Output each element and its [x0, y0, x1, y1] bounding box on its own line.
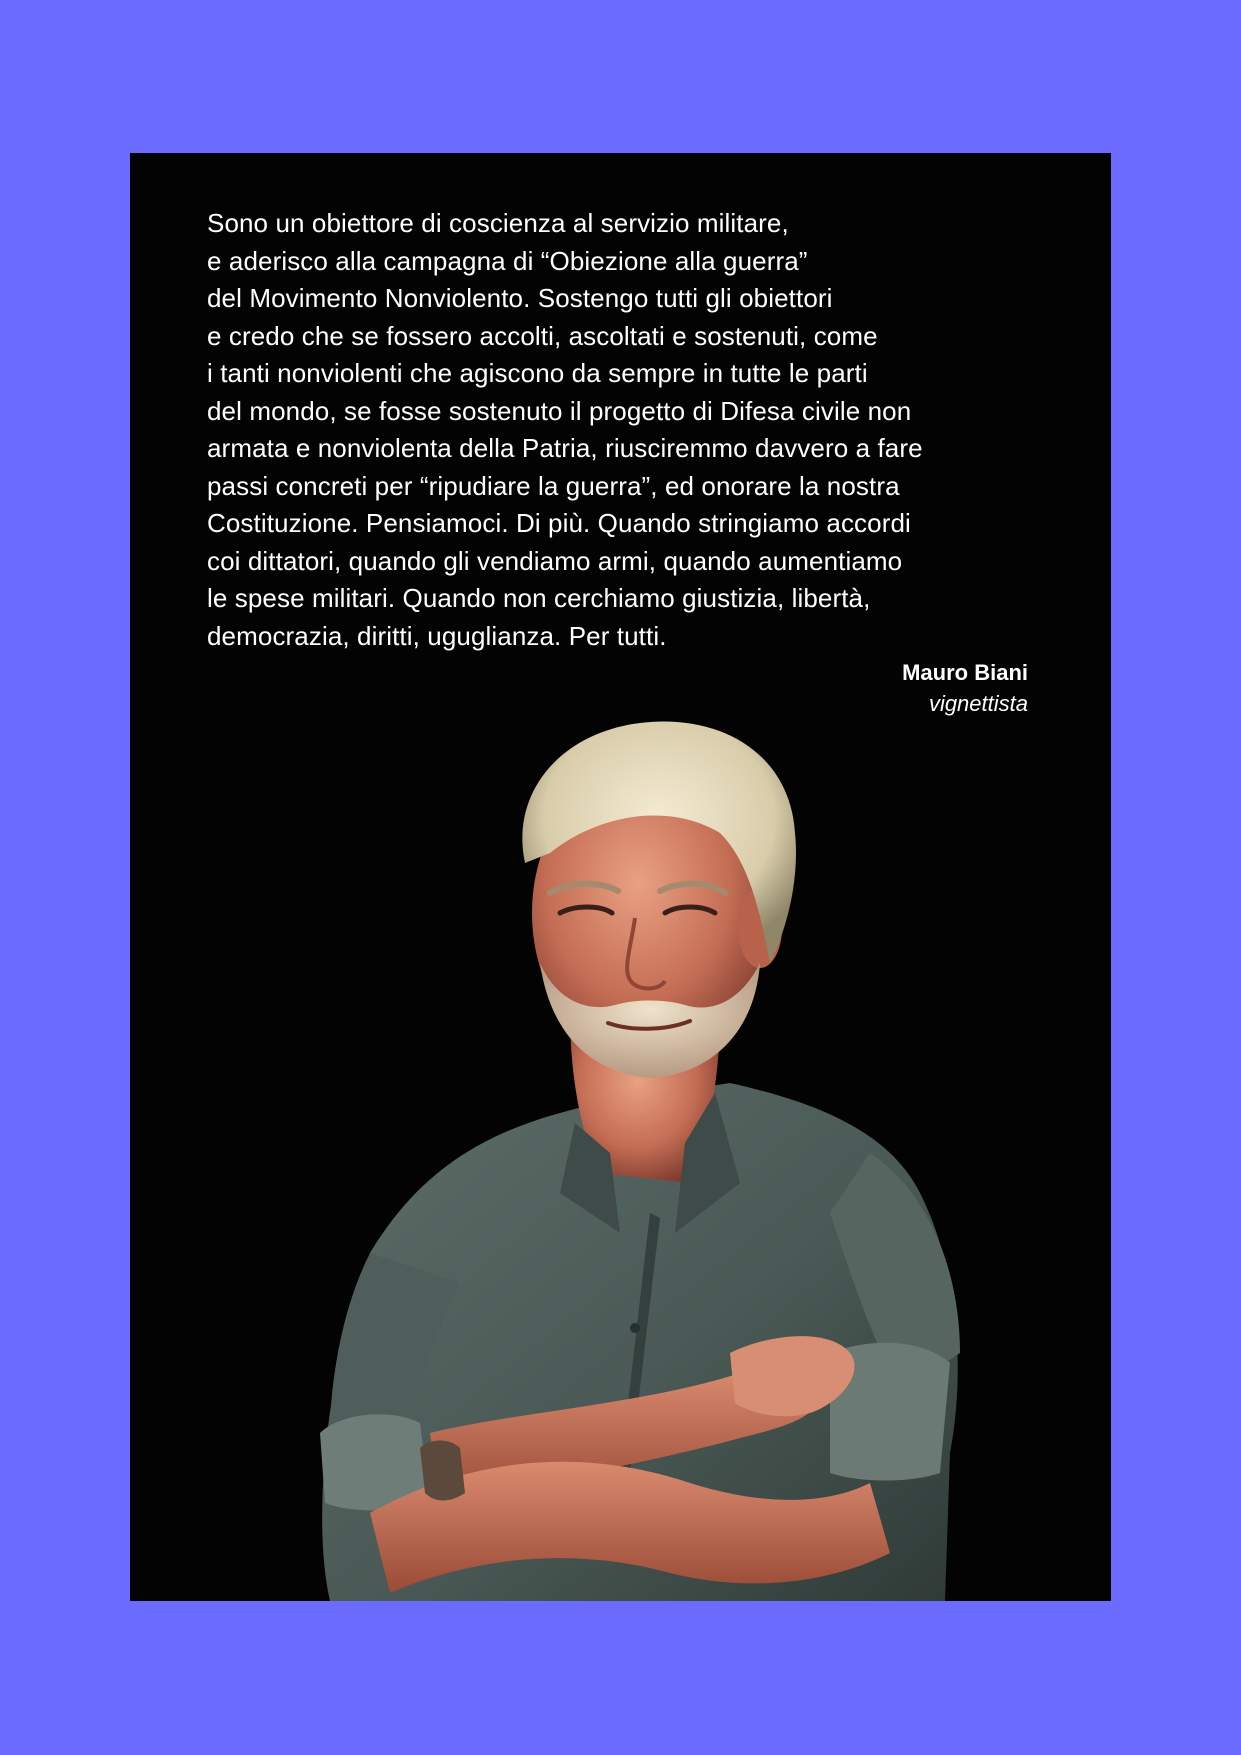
- quote-line: del Movimento Nonviolento. Sostengo tutti gli obiettori: [207, 283, 833, 313]
- quote-line: armata e nonviolenta della Patria, riusciremmo davvero a fare: [207, 433, 923, 463]
- quote-line: e credo che se fossero accolti, ascoltati e sostenuti, come: [207, 320, 878, 351]
- quote-line: coi dittatori, quando gli vendiamo armi, quando aumentiamo: [207, 545, 903, 576]
- wristband: [420, 1441, 465, 1501]
- signature-role: vignettista: [928, 691, 1028, 716]
- signature-name: Mauro Biani: [902, 660, 1028, 685]
- quote-line: del mondo, se fosse sostenuto il progetto di Difesa civile non: [207, 395, 912, 426]
- portrait-photo: [130, 713, 1111, 1601]
- quote-line: passi concreti per “ripudiare la guerra”, ed onorare la nostra: [207, 470, 900, 501]
- quote-line: Costituzione. Pensiamoci. Di più. Quando stringiamo accordi: [207, 508, 911, 538]
- quote-text: [207, 205, 1067, 655]
- quote-line: i tanti nonviolenti che agiscono da sempre in tutte le parti: [207, 358, 868, 388]
- quote-line: Sono un obiettore di coscienza al servizio militare,: [207, 208, 789, 238]
- quote-line: le spese militari. Quando non cerchiamo giustizia, libertà,: [207, 583, 871, 613]
- quote-line: democrazia, diritti, uguglianza. Per tutti.: [207, 620, 667, 651]
- quote-line: e aderisco alla campagna di “Obiezione alla guerra”: [207, 245, 808, 276]
- signature: [902, 657, 1028, 719]
- button: [630, 1323, 640, 1333]
- black-poster-panel: [130, 153, 1111, 1601]
